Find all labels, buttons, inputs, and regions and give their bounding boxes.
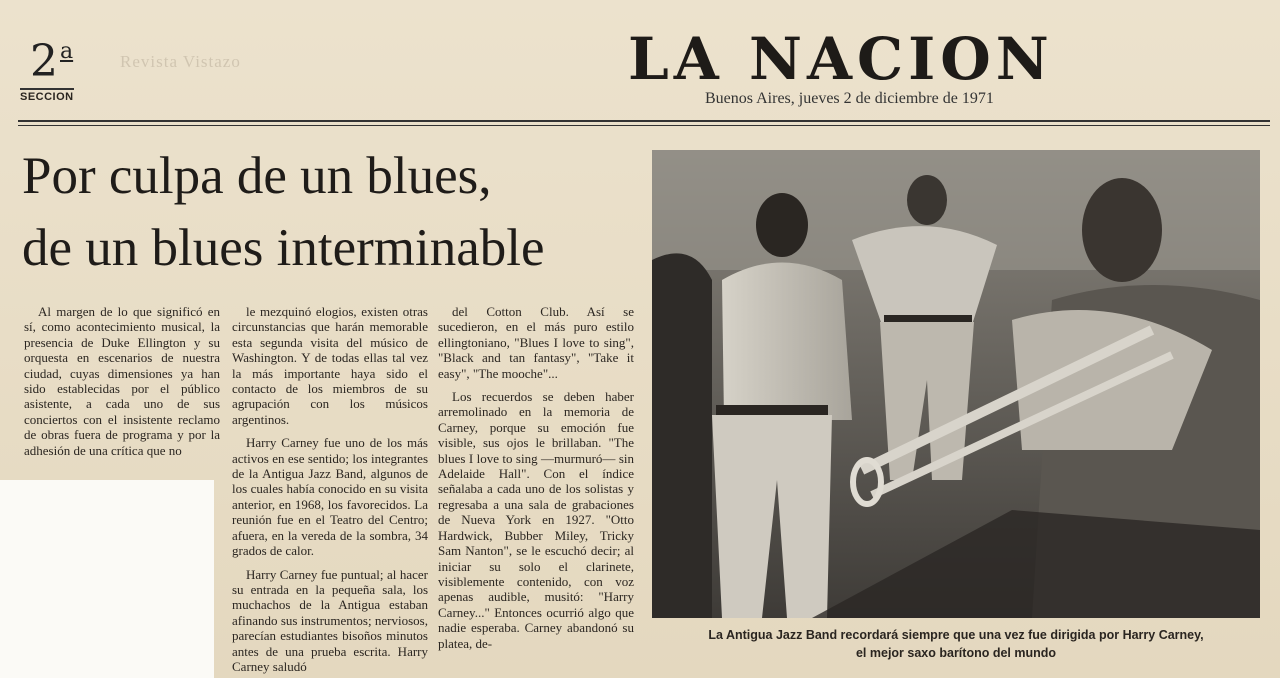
bleed-through-text: Revista Vistazo — [120, 52, 241, 71]
article-column-3 — [438, 304, 634, 678]
photo-illustration — [652, 150, 1260, 618]
section-number-digit: 2 — [30, 36, 58, 87]
paragraph: del Cotton Club. Así se sucedieron, en el más puro estilo ellingtoniano, "Blues I love to sing", "Black and tan fantasy", "Take it easy", "The mooche"... — [438, 304, 634, 381]
paragraph: le mezquinó elogios, existen otras circunstancias que harán memorable esta segunda visita del músico de Washington. Y de todas ellas tal vez la más importante haya sido el contacto de los miembros de su agrupación con los músicos argentinos. — [232, 304, 428, 427]
paragraph: Harry Carney fue uno de los más activos en ese sentido; los integrantes de la Antigua Jazz Band, algunos de los cuales había conocido en su visita anterior, en 1968, los favorecidos. La reunión fue en el Teatro del Centro; afuera, en la vereda de la sombra, 34 grados de calor. — [232, 435, 428, 559]
article-headline — [22, 140, 632, 284]
masthead-rule-thin — [18, 125, 1270, 126]
cropped-blank-area — [0, 480, 214, 678]
masthead-rule — [18, 120, 1270, 122]
headline-line-1: Por culpa de un blues, — [22, 147, 492, 205]
dateline: Buenos Aires, jueves 2 de diciembre de 1971 — [705, 90, 994, 107]
section-number — [30, 30, 74, 87]
caption-line-1: La Antigua Jazz Band recordará siempre que una vez fue dirigida por Harry Carney, — [708, 628, 1204, 642]
headline-line-2: de un blues interminable — [22, 219, 545, 277]
section-label: SECCION — [20, 88, 74, 103]
article-column-1 — [24, 304, 220, 474]
paragraph: Harry Carney fue puntual; al hacer su entrada en la pequeña sala, los muchachos de la Antigua estaban afinando sus instrumentos; nerviosos, parecían estudiantes bisoños minutos antes de una prueba escrita. Harry Carney saludó — [232, 566, 428, 674]
section-number-superscript: a — [60, 39, 74, 64]
newspaper-masthead: LA NACION — [628, 25, 1054, 93]
paragraph: Al margen de lo que significó en sí, como acontecimiento musical, la presencia de Duke Ellington y su orquesta en escenarios de nuestra ciudad, cuyas dimensiones ya han sido establecidas por el público asistente, a cada uno de sus conciertos con el insistente reclamo de obras fuera de programa y por la adhesión de una crítica que no — [24, 304, 220, 458]
paragraph: Los recuerdos se deben haber arremolinado en la memoria de Carney, porque su emoción fue visible, sus ojos le brillaban. "The blues I love to sing —murmuró— sin Adelaide Hall". Con el índice señalaba a cada uno de los solistas y regresaba a una sala de grabaciones de Nueva York en 1927. "Otto Hardwick, Bubber Miley, Tricky Sam Nanton", se le escuchó decir; al iniciar su solo el clarinete, visiblemente contenido, con voz apenas audible, musitó: "Harry Carney..." Entonces ocurrió algo que nadie esperaba. Carney abandonó su platea, de- — [438, 389, 634, 651]
article-column-2 — [232, 304, 428, 678]
caption-line-2: el mejor saxo barítono del mundo — [855, 646, 1057, 660]
photo-caption — [652, 626, 1260, 662]
article-photo — [652, 150, 1260, 618]
